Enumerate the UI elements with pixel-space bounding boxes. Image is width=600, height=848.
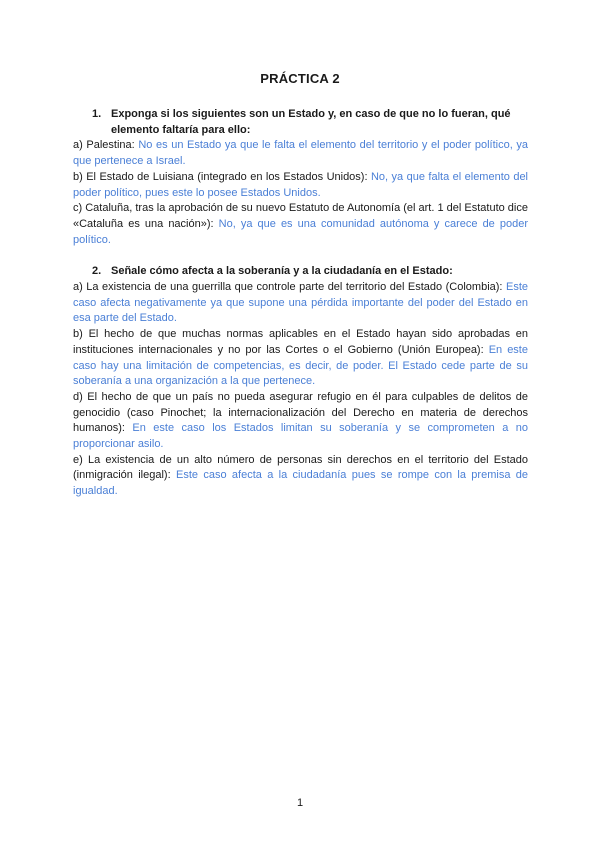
page-title: PRÁCTICA 2 bbox=[260, 71, 340, 86]
list-item bbox=[73, 138, 528, 169]
question-number: 2. bbox=[92, 265, 102, 278]
page-number: 1 bbox=[296, 797, 304, 809]
item-prompt: c) Cataluña, tras la aprobación de su nuevo Estatuto de Autonomía (el art. 1 del Estatuto dice «Cataluña es una nación»): bbox=[73, 202, 528, 230]
question-text: Exponga si los siguientes son un Estado y, en caso de que no lo fueran, qué elemento faltaría para ello: bbox=[111, 108, 511, 136]
question-1 bbox=[73, 107, 528, 138]
question-2 bbox=[73, 264, 528, 280]
item-answer: No es un Estado ya que le falta el elemento del territorio y el poder político, ya que pertenece a Israel. bbox=[73, 139, 528, 168]
list-item bbox=[73, 327, 528, 390]
item-prompt: e) La existencia de un alto número de personas sin derechos en el territorio del Estado (inmigración ilegal): bbox=[73, 453, 528, 482]
document-body bbox=[73, 107, 528, 500]
item-answer: Este caso afecta negativamente ya que supone una pérdida importante del poder del Estado en esa parte del Estado. bbox=[73, 281, 528, 325]
list-item bbox=[73, 170, 528, 201]
item-answer: Este caso afecta a la ciudadanía pues se rompe con la premisa de igualdad. bbox=[73, 469, 529, 498]
item-answer: No, ya que es una comunidad autónoma y carece de poder político. bbox=[73, 217, 529, 246]
question-text: Señale cómo afecta a la soberanía y a la ciudadanía en el Estado: bbox=[111, 265, 453, 278]
list-item bbox=[73, 390, 528, 453]
item-prompt: b) El Estado de Luisiana (integrado en los Estados Unidos): bbox=[73, 170, 368, 183]
item-prompt: d) El hecho de que un país no pueda asegurar refugio en él para culpables de delitos de genocidio (caso Pinochet; la internacionalización del Derecho en materia de derechos humanos): bbox=[73, 390, 528, 435]
question-number: 1. bbox=[92, 108, 102, 120]
item-answer: En este caso hay una limitación de competencias, es decir, de poder. El Estado cede parte de su soberanía a una organización a la que pertenece. bbox=[73, 343, 528, 388]
item-answer: En este caso los Estados limitan su soberanía y se comprometen a no proporcionar asilo. bbox=[73, 422, 528, 451]
item-prompt: a) Palestina: bbox=[73, 139, 135, 152]
list-item bbox=[73, 201, 528, 248]
list-item bbox=[73, 453, 528, 500]
item-prompt: a) La existencia de una guerrilla que controle parte del territorio del Estado (Colombia): bbox=[73, 281, 503, 294]
section-spacer bbox=[73, 248, 528, 264]
item-prompt: b) El hecho de que muchas normas aplicables en el Estado hayan sido aprobadas en instituciones internacionales y no por las Cortes o el Gobierno (Unión Europea): bbox=[73, 328, 528, 356]
item-answer: No, ya que falta el elemento del poder político, pues este lo posee Estados Unidos. bbox=[73, 170, 529, 199]
list-item bbox=[73, 280, 528, 327]
